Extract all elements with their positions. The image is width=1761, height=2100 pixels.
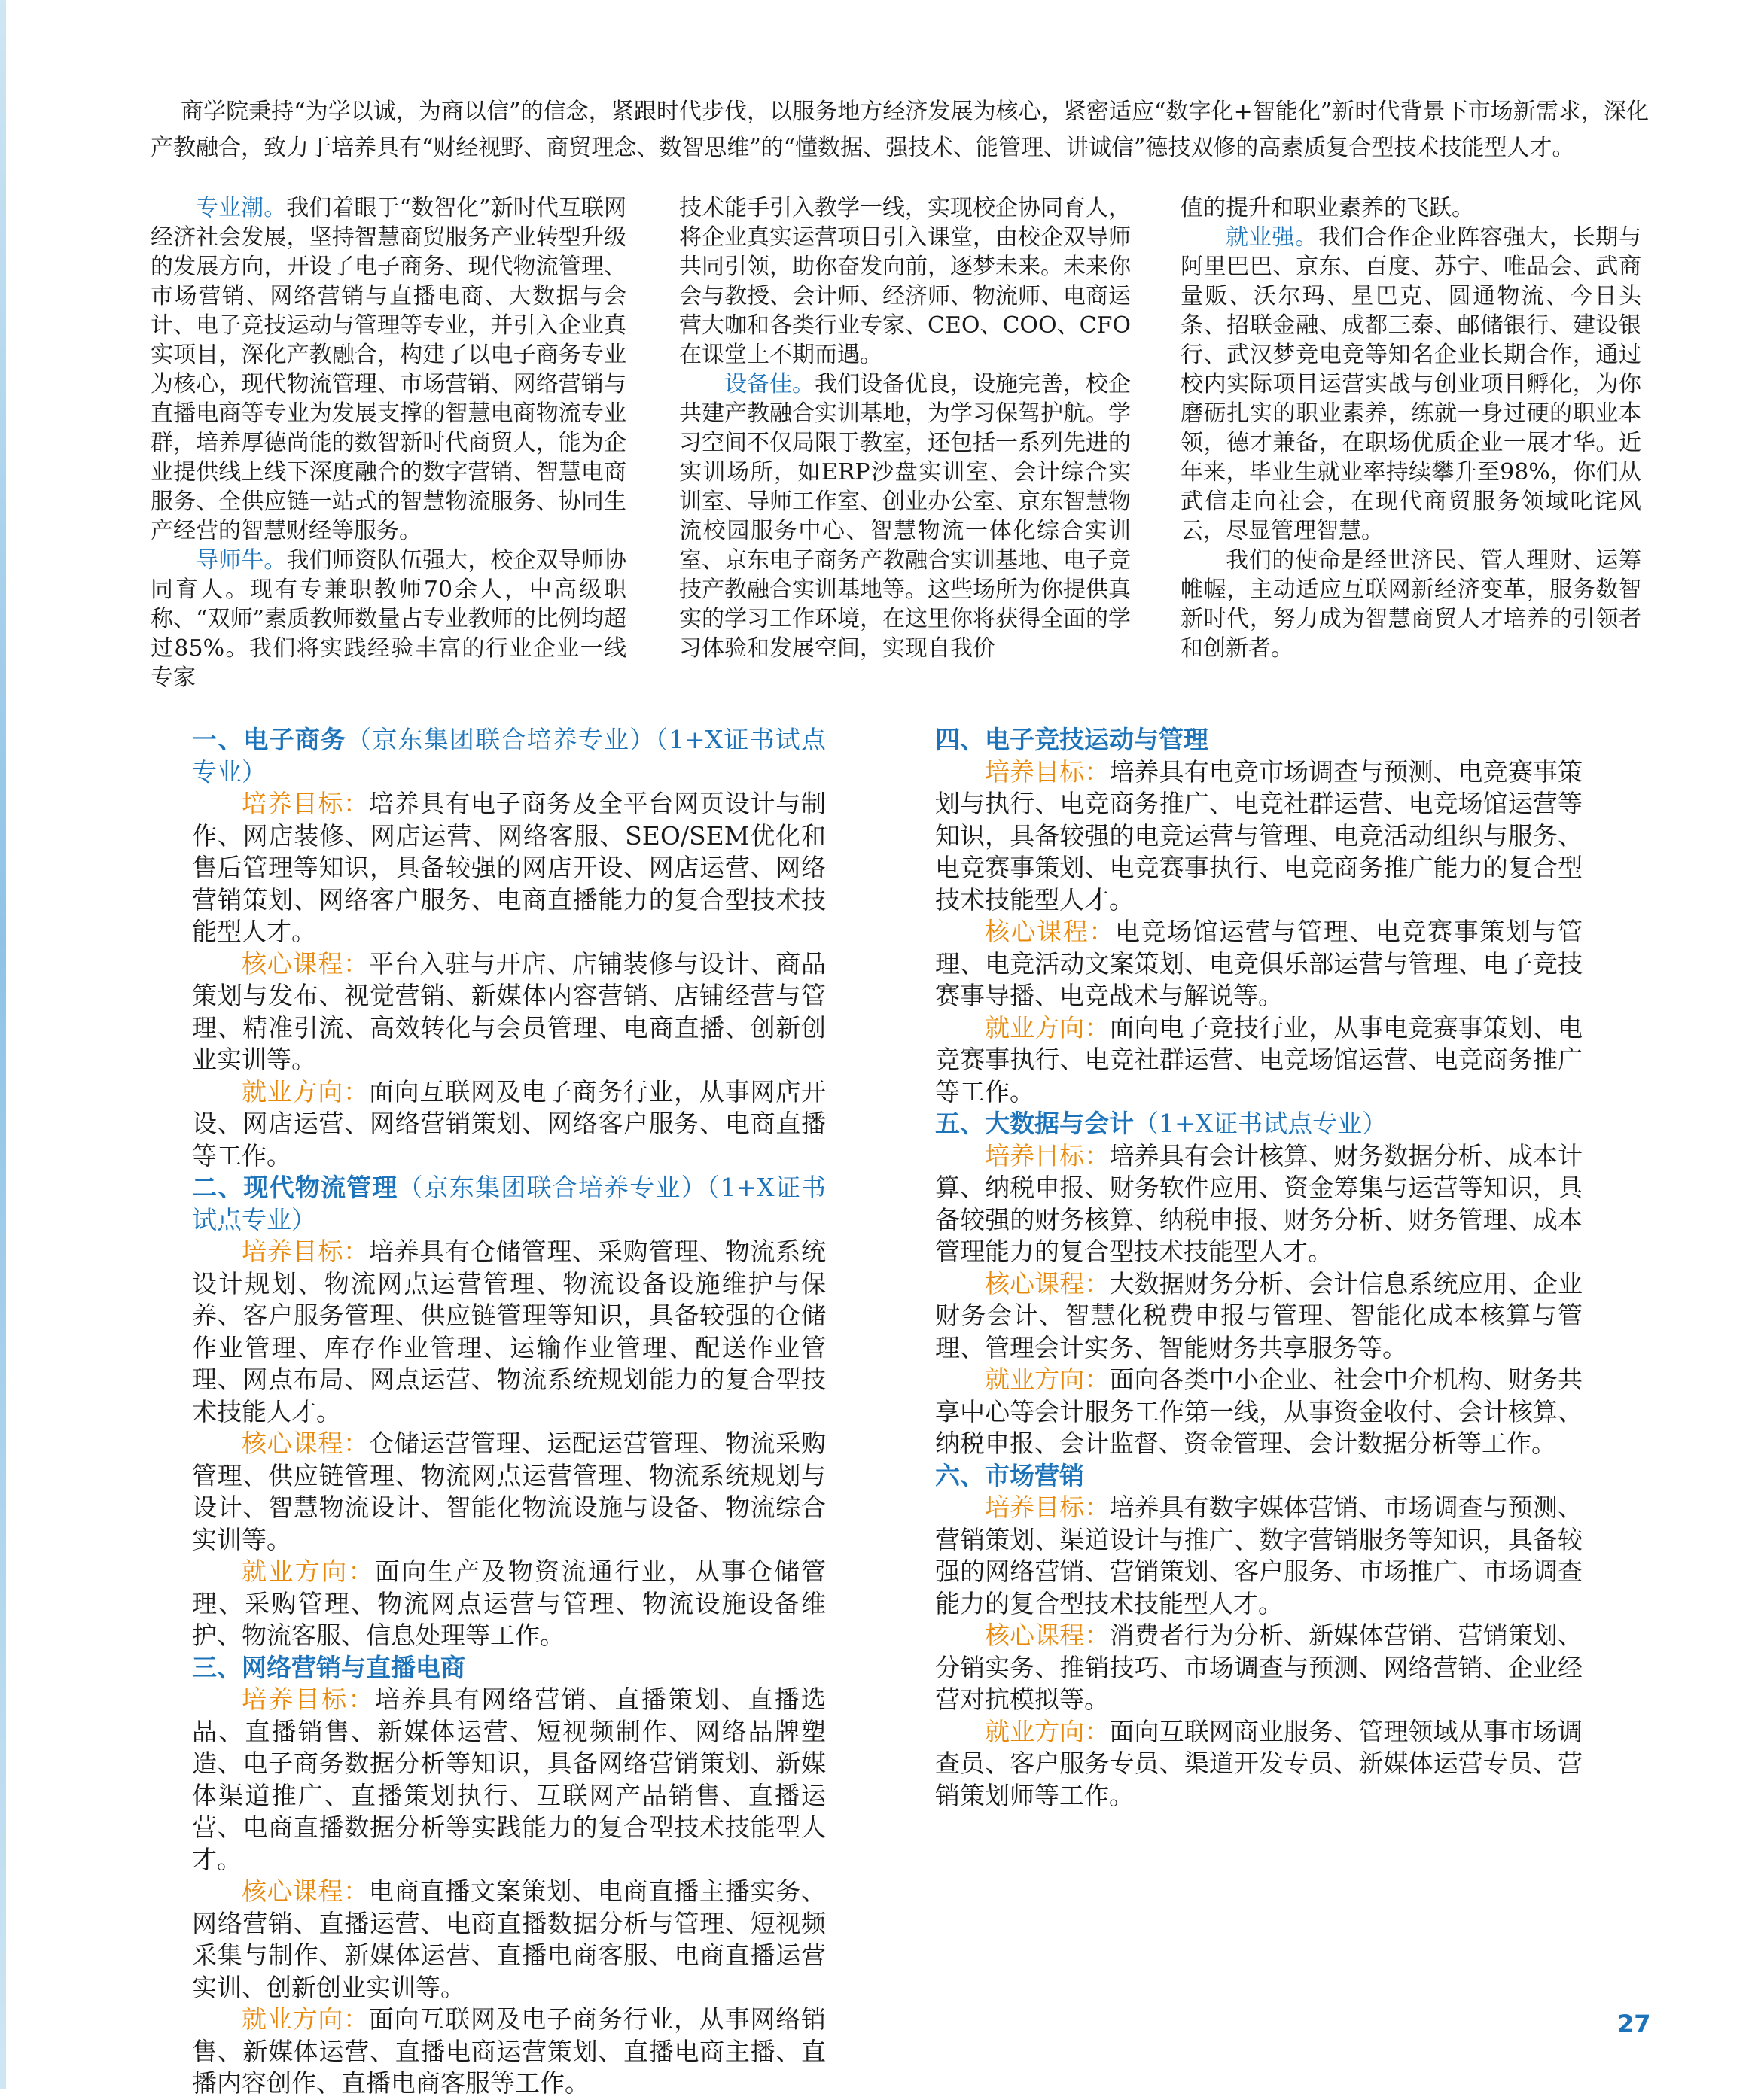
major-courses	[192, 1428, 826, 1556]
major-section	[935, 1108, 1583, 1460]
major-title	[935, 724, 1583, 756]
feature-body: 我们设备优良，设施完善，校企共建产教融合实训基地，为学习保驾护航。学习空间不仅局限于教室，还包括一系列先进的实训场所，如ERP沙盘实训室、会计综合实训室、导师工作室、创业办公室、京东智慧物流校园服务中心、智慧物流一体化综合实训室、京东电子商务产教融合实训基地、电子竞技产教融合实训基地等。这些场所为你提供真实的学习工作环境，在这里你将获得全面的学习体验和发展空间，实现自我价	[679, 371, 1131, 662]
page-number: 27	[1617, 2010, 1651, 2038]
goal-text: 培养具有电竞市场调查与预测、电竞赛事策划与执行、电竞商务推广、电竞社群运营、电竞场馆运营等知识，具备较强的电竞运营与管理、电竞活动组织与服务、电竞赛事策划、电竞赛事执行、电竞商务推广能力的复合型技术技能型人才。	[935, 756, 1583, 915]
majors-right-column	[935, 724, 1583, 1812]
major-goal	[935, 1140, 1583, 1268]
course-text: 仓储运营管理、运配运营管理、物流采购管理、供应链管理、物流网点运营管理、物流系统规划与设计、智慧物流设计、智能化物流设施与设备、物流综合实训等。	[192, 1429, 827, 1554]
goal-text: 培养具有网络营销、直播策划、直播选品、直播销售、新媒体运营、短视频制作、网络品牌塑造、电子商务数据分析等知识，具备网络营销策划、新媒体渠道推广、直播策划执行、互联网产品销售、直播运营、电商直播数据分析等实践能力的复合型技术技能型人才。	[192, 1685, 827, 1874]
feature-continuation: 值的提升和职业素养的飞跃。	[1181, 195, 1474, 221]
major-courses	[192, 1876, 826, 2004]
goal-text: 培养具有电子商务及全平台网页设计与制作、网店装修、网店运营、网络客服、SEO/SEM优化和售后管理等知识，具备较强的网店开设、网店运营、网络营销策划、网络客户服务、电商直播能力的复合型技术技能型人才。	[192, 789, 827, 946]
major-name: 四、电子竞技运动与管理	[935, 725, 1208, 754]
goal-text: 培养具有仓储管理、采购管理、物流系统设计规划、物流网点运营管理、物流设备设施维护与保养、客户服务管理、供应链管理等知识，具备较强的仓储作业管理、库存作业管理、运输作业管理、配送作业管理、网点布局、网点运营、物流系统规划能力的复合型技术技能人才。	[192, 1237, 827, 1426]
job-label: 就业方向：	[242, 1076, 369, 1106]
job-label: 就业方向：	[242, 1557, 375, 1586]
feature-lead: 就业强。	[1226, 224, 1318, 251]
mission-paragraph: 我们的使命是经世济民、管人理财、运筹帷幄，主动适应互联网新经济变革，服务数智新时代，努力成为智慧商贸人才培养的引领者和创新者。	[1181, 547, 1641, 662]
job-label: 就业方向：	[985, 1716, 1110, 1746]
course-text: 电竞场馆运营与管理、电竞赛事策划与管理、电竞活动文案策划、电竞俱乐部运营与管理、电子竞技赛事导播、电竞战术与解说等。	[935, 917, 1583, 1010]
job-label: 就业方向：	[985, 1365, 1110, 1394]
major-title	[192, 1652, 826, 1685]
feature-body: 我们合作企业阵容强大，长期与阿里巴巴、京东、百度、苏宁、唯品会、武商量贩、沃尔玛、星巴克、圆通物流、今日头条、招联金融、成都三泰、邮储银行、建设银行、武汉梦竞电竞等知名企业长期合作，通过校内实际项目运营实战与创业项目孵化，为你磨砺扎实的职业素养，练就一身过硬的职业本领，德才兼备，在职场优质企业一展才华。近年来，毕业生就业率持续攀升至98%，你们从武信走向社会，在现代商贸服务领域叱诧风云，尽显管理智慧。	[1181, 224, 1642, 544]
feature-body: 我们着眼于“数智化”新时代互联网经济社会发展，坚持智慧商贸服务产业转型升级的发展方向，开设了电子商务、现代物流管理、市场营销、网络营销与直播电商、大数据与会计、电子竞技运动与管理等专业，并引入企业真实项目，深化产教融合，构建了以电子商务专业为核心，现代物流管理、市场营销、网络营销与直播电商等专业为发展支撑的智慧电商物流专业群，培养厚德尚能的数智新时代商贸人，能为企业提供线上线下深度融合的数字营销、智慧电商服务、全供应链一站式的智慧物流服务、协同生产经营的智慧财经等服务。	[151, 195, 626, 544]
major-name: 五、大数据与会计	[935, 1109, 1134, 1138]
major-name: 三、网络营销与直播电商	[192, 1652, 465, 1682]
goal-label: 培养目标：	[985, 1493, 1110, 1522]
feature-lead: 设备佳。	[724, 371, 815, 397]
major-tags: （京东集团联合培养专业）（1+X证书试点专业）	[192, 1173, 827, 1234]
major-name: 六、市场营销	[935, 1460, 1084, 1490]
course-label: 核心课程：	[242, 948, 369, 978]
major-section	[192, 1172, 826, 1652]
major-goal	[935, 756, 1583, 917]
column-3	[1181, 193, 1641, 663]
column-2	[679, 193, 1131, 663]
course-text: 平台入驻与开店、店铺装修与设计、商品策划与发布、视觉营销、新媒体内容营销、店铺经营与管理、精准引流、高效转化与会员管理、电商直播、创新创业实训等。	[192, 948, 827, 1074]
major-jobs	[192, 1076, 826, 1173]
course-text: 电商直播文案策划、电商直播主播实务、网络营销、直播运营、电商直播数据分析与管理、短视频采集与制作、新媒体运营、直播电商客服、电商直播运营实训、创新创业实训等。	[192, 1876, 827, 2002]
goal-text: 培养具有数字媒体营销、市场调查与预测、营销策划、渠道设计与推广、数字营销服务等知识，具备较强的网络营销、营销策划、客户服务、市场推广、市场调查能力的复合型技术技能型人才。	[935, 1493, 1583, 1618]
feature-paragraph-mentor	[151, 546, 626, 692]
intro-paragraph: 商学院秉持“为学以诚，为商以信”的信念，紧跟时代步伐，以服务地方经济发展为核心，紧密适应“数字化+智能化”新时代背景下市场新需求，深化产教融合，致力于培养具有“财经视野、商贸理念、数智思维”的“懂数据、强技术、能管理、讲诚信”德技双修的高素质复合型技术技能型人才。	[151, 99, 1649, 161]
major-goal	[192, 788, 826, 948]
major-courses	[935, 916, 1583, 1012]
job-label: 就业方向：	[985, 1012, 1110, 1042]
major-courses	[192, 948, 826, 1076]
major-goal	[192, 1236, 826, 1428]
major-jobs	[192, 1556, 826, 1652]
major-name: 一、电子商务	[192, 725, 347, 754]
major-jobs	[935, 1716, 1583, 1812]
job-text: 面向互联网商业服务、管理领域从事市场调查员、客户服务专员、渠道开发专员、新媒体运营专员、营销策划师等工作。	[935, 1716, 1583, 1810]
course-label: 核心课程：	[985, 1621, 1110, 1650]
course-label: 核心课程：	[985, 917, 1115, 946]
goal-label: 培养目标：	[242, 1685, 375, 1714]
course-text: 大数据财务分析、会计信息系统应用、企业财务会计、智慧化税费申报与管理、智能化成本核算与管理、管理会计实务、智能财务共享服务等。	[935, 1268, 1583, 1362]
major-goal	[192, 1684, 826, 1876]
major-tags: （1+X证书试点专业）	[1134, 1109, 1388, 1138]
feature-lead: 导师牛。	[196, 547, 287, 574]
feature-paragraph-equipment	[679, 370, 1131, 663]
course-label: 核心课程：	[242, 1876, 369, 1906]
feature-paragraph-major	[151, 193, 626, 546]
job-text: 面向各类中小企业、社会中介机构、财务共享中心等会计服务工作第一线，从事资金收付、会计核算、纳税申报、会计监督、资金管理、会计数据分析等工作。	[935, 1365, 1583, 1458]
job-label: 就业方向：	[242, 2004, 369, 2034]
feature-lead: 专业潮。	[196, 195, 287, 221]
goal-label: 培养目标：	[242, 789, 369, 818]
goal-text: 培养具有会计核算、财务数据分析、成本计算、纳税申报、财务软件应用、资金筹集与运营等知识，具备较强的财务核算、纳税申报、财务分析、财务管理、成本管理能力的复合型技术技能型人才。	[935, 1140, 1583, 1266]
major-title	[935, 1108, 1583, 1140]
major-courses	[935, 1268, 1583, 1365]
major-tags: （京东集团联合培养专业）（1+X证书试点专业）	[192, 725, 827, 787]
feature-body: 我们师资队伍强大，校企双导师协同育人。现有专兼职教师70余人，中高级职称、“双师”素质教师数量占专业教师的比例均超过85%。我们将实践经验丰富的行业企业一线专家	[151, 547, 627, 691]
major-name: 二、现代物流管理	[192, 1173, 398, 1202]
goal-label: 培养目标：	[985, 756, 1110, 787]
course-text: 消费者行为分析、新媒体营销、营销策划、分销实务、推销技巧、市场调查与预测、网络营销、企业经营对抗模拟等。	[935, 1621, 1583, 1714]
course-label: 核心课程：	[242, 1429, 369, 1458]
feature-paragraph-employment	[1181, 223, 1641, 546]
major-section	[935, 724, 1583, 1108]
job-text: 面向生产及物资流通行业，从事仓储管理、采购管理、物流网点运营与管理、物流设施设备维护、物流客服、信息处理等工作。	[192, 1557, 827, 1650]
majors-left-column	[192, 724, 826, 2100]
major-title	[935, 1460, 1583, 1493]
job-text: 面向电子竞技行业，从事电竞赛事策划、电竞赛事执行、电竞社群运营、电竞场馆运营、电竞商务推广等工作。	[935, 1012, 1583, 1106]
major-section	[192, 1652, 826, 2100]
major-section	[192, 724, 826, 1172]
job-text: 面向互联网及电子商务行业，从事网店开设、网店运营、网络营销策划、网络客户服务、电商直播等工作。	[192, 1076, 827, 1170]
major-section	[935, 1460, 1583, 1812]
major-title	[192, 1172, 826, 1236]
major-jobs	[935, 1364, 1583, 1460]
major-title	[192, 724, 826, 788]
major-jobs	[192, 2004, 826, 2100]
major-courses	[935, 1620, 1583, 1716]
goal-label: 培养目标：	[985, 1140, 1110, 1170]
goal-label: 培养目标：	[242, 1237, 369, 1266]
course-label: 核心课程：	[985, 1268, 1110, 1298]
page-edge-strip	[0, 0, 6, 2089]
major-goal	[935, 1492, 1583, 1620]
job-text: 面向互联网及电子商务行业，从事网络销售、新媒体运营、直播电商运营策划、直播电商主播、直播内容创作、直播电商客服等工作。	[192, 2004, 827, 2098]
major-jobs	[935, 1012, 1583, 1109]
feature-continuation: 技术能手引入教学一线，实现校企协同育人，将企业真实运营项目引入课堂，由校企双导师共同引领，助你奋发向前，逐梦未来。未来你会与教授、会计师、经济师、物流师、电商运营大咖和各类行业专家、CEO、COO、CFO在课堂上不期而遇。	[679, 195, 1131, 368]
column-1	[151, 193, 626, 692]
